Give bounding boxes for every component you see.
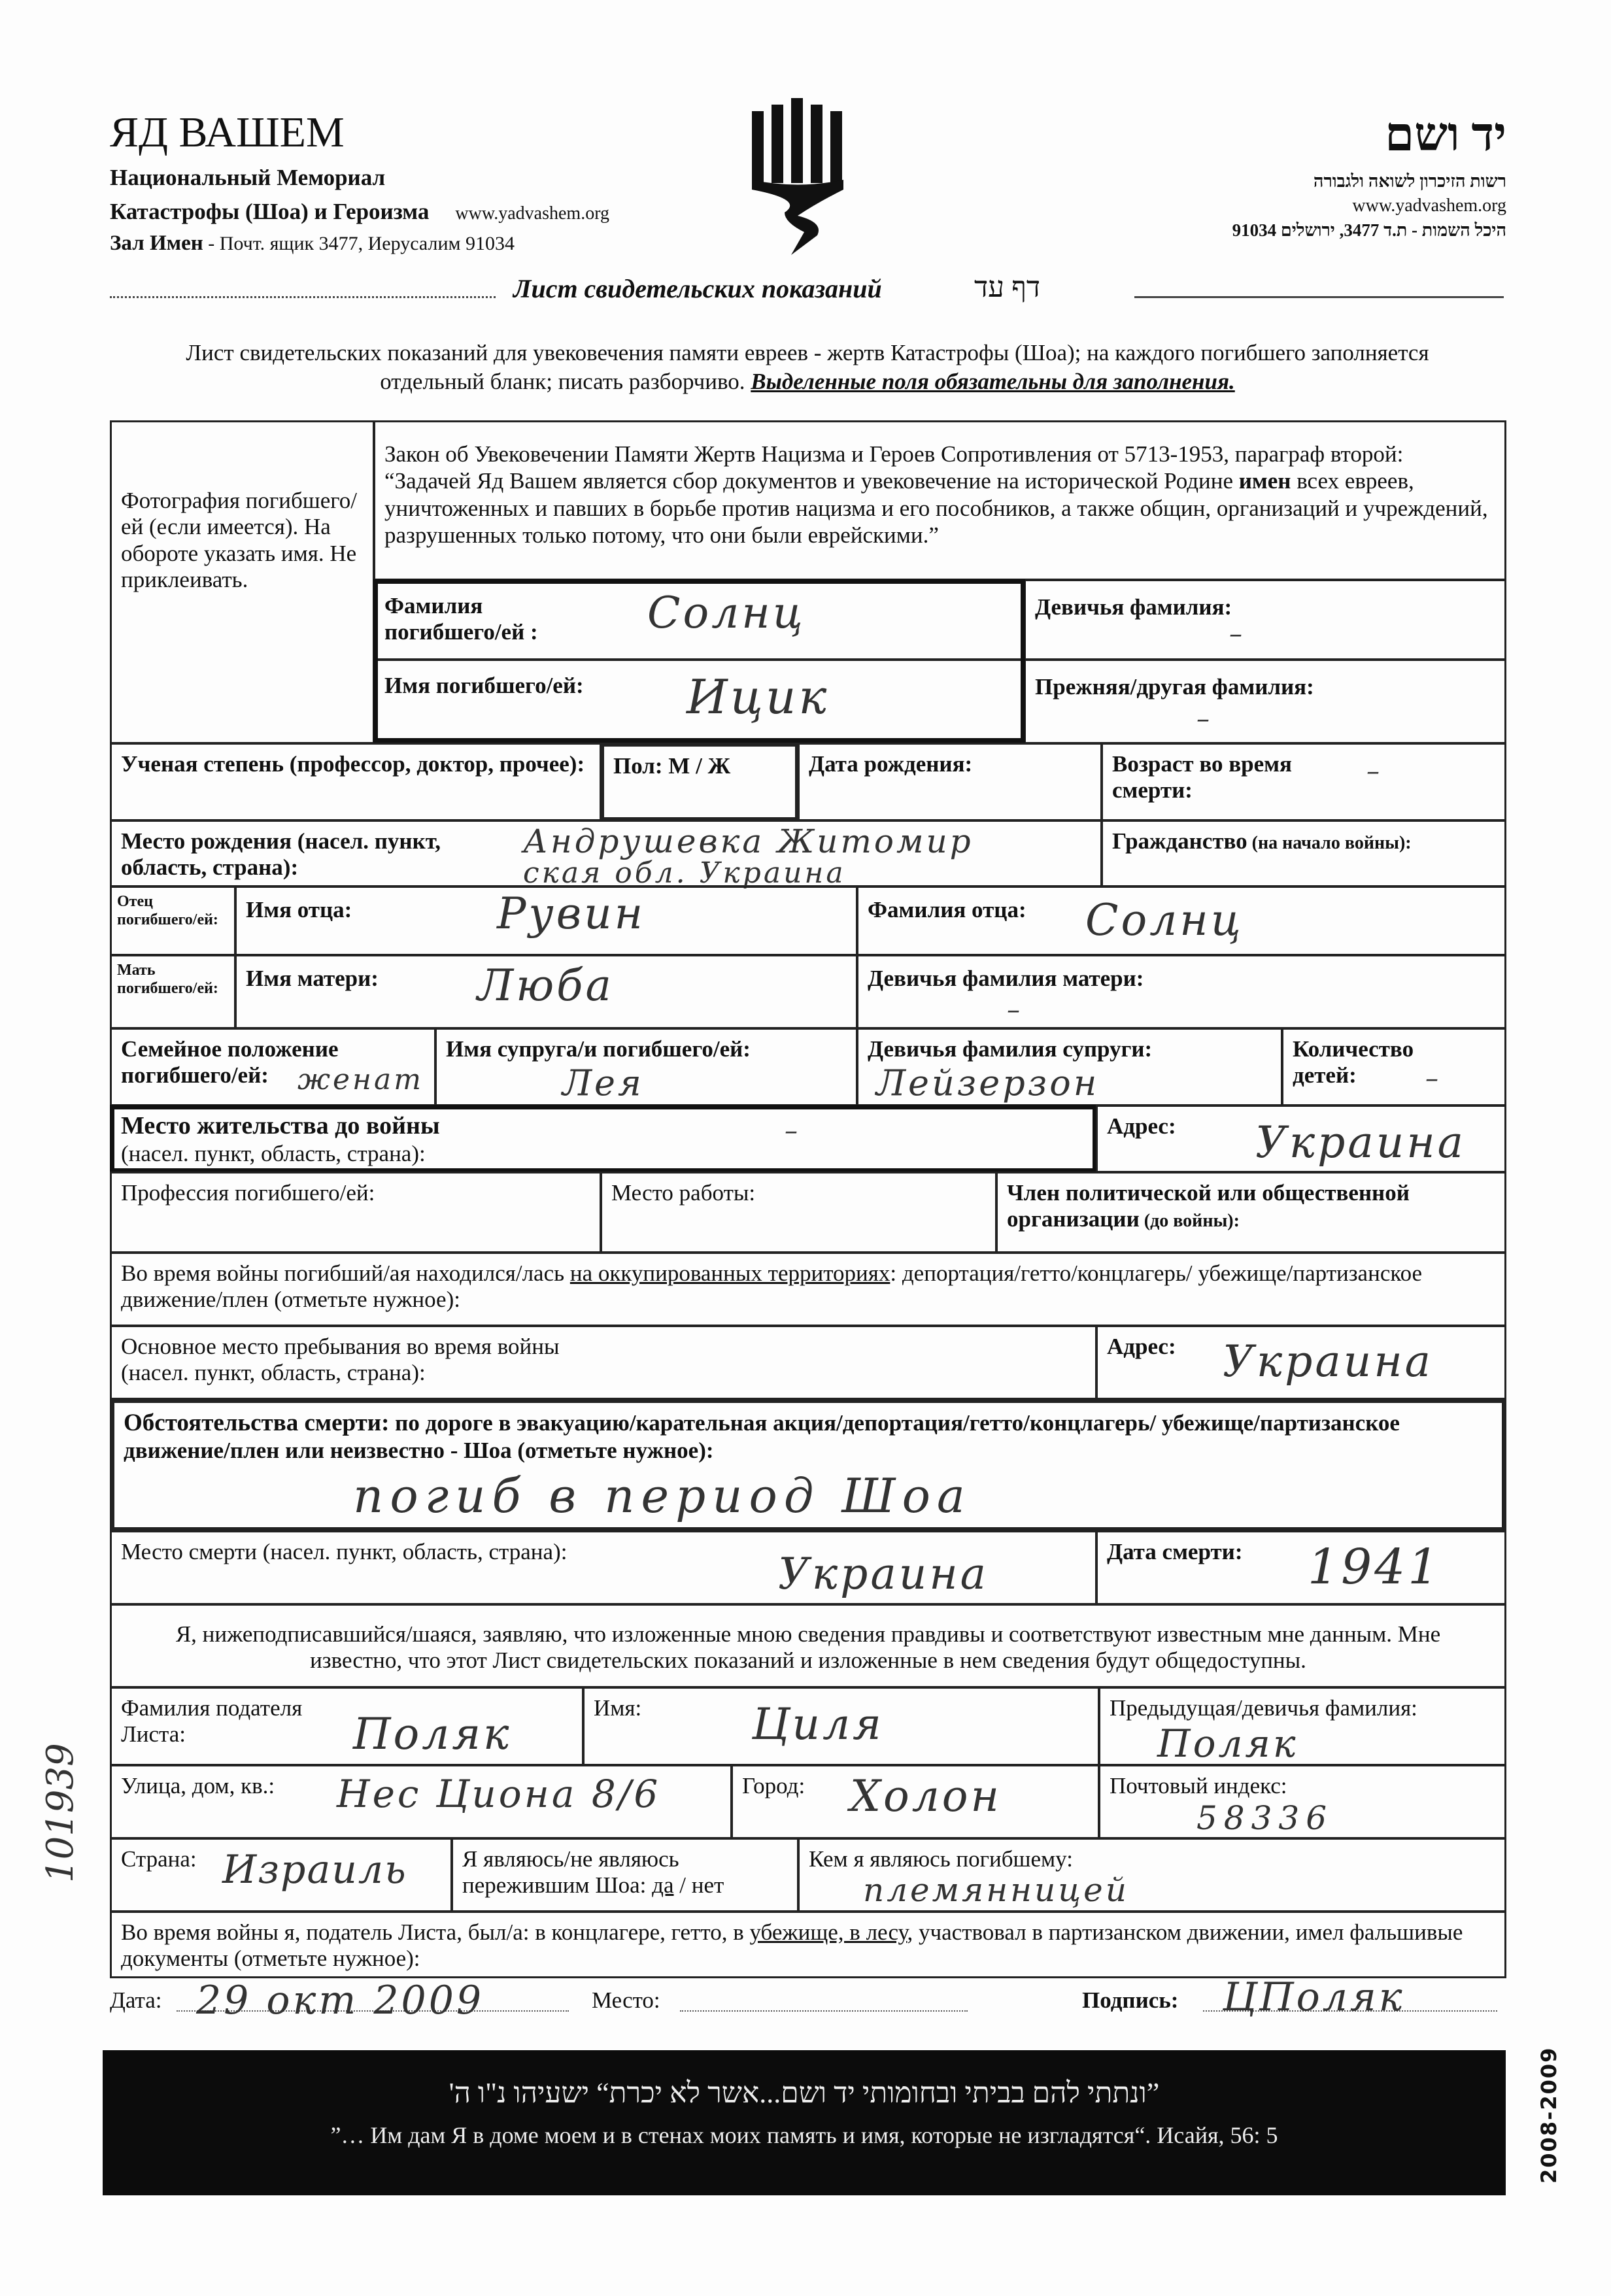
death-date-value: 1941: [1308, 1539, 1442, 1595]
children-count-value: –: [1425, 1064, 1441, 1094]
survivor-yes-marked[interactable]: да: [652, 1872, 674, 1899]
death-date-field[interactable]: Дата смерти:: [1096, 1530, 1506, 1605]
hall-of-names: Зал Имен: [110, 231, 203, 255]
marital-status-field[interactable]: Семейное положение погибшего/ей:: [110, 1028, 436, 1106]
date-label: Дата:: [110, 1987, 162, 2013]
submitter-name-field[interactable]: Имя:: [583, 1687, 1100, 1766]
signature-value[interactable]: ЦПоляк: [1223, 1974, 1405, 2020]
shelter-forest-marked: убежище, в лесу: [749, 1919, 907, 1945]
law-text: Закон об Увековечении Памяти Жертв Нацизма и Героев Сопротивления от 5713-1953, параграф второй: “Задачей Яд Вашем является сбор документов и увековечение на исторической Родине имен всех евреев, уничтоженных и павших в борьбе против нацизма и его пособников, а также общин, организаций и учреждений, разрушенных только потому, что они были еврейскими.”: [373, 420, 1506, 581]
submitter-prev-name-field[interactable]: Предыдущая/девичья фамилия:: [1098, 1687, 1506, 1766]
maiden-name-field[interactable]: Девичья фамилия:: [1024, 579, 1506, 660]
required-note: Выделенные поля обязательны для заполнения.: [751, 368, 1235, 394]
form-title-he: דף עד: [974, 271, 1041, 303]
submitter-war-field[interactable]: Во время войны я, податель Листа, был/а: в концлагере, гетто, в убежище, в лесу, участвовал в партизанском движении, имел фальшивые документы (отметьте нужное):: [110, 1911, 1506, 1978]
death-place-value: Украина: [778, 1549, 989, 1599]
title-rule-right: [1134, 296, 1504, 298]
city-field[interactable]: Город:: [731, 1764, 1100, 1839]
footer-quote-he: ”ונתתי להם בביתי ובחומותי יד ושם...אשר לא יכרת“ ישעיהו נ"ו ה': [449, 2077, 1160, 2109]
title-rule-left: [110, 296, 496, 298]
residence-address-field[interactable]: Адрес:: [1096, 1105, 1506, 1173]
mother-maiden-value: –: [1007, 995, 1023, 1025]
city-value: Холон: [850, 1771, 1002, 1821]
death-circumstances-value: погиб в период Шоа: [353, 1468, 972, 1523]
relation-field[interactable]: Кем я являюсь погибшему:: [798, 1838, 1506, 1912]
he-url: www.yadvashem.org: [1352, 195, 1506, 216]
date-value[interactable]: 29 окт 2009: [196, 1978, 484, 2023]
zip-code-value: 58336: [1196, 1799, 1334, 1837]
he-address: היכל השמות - ת.ד 3477, ירושלים 91034: [1232, 220, 1506, 240]
father-name-value: Рувин: [497, 888, 646, 939]
header-right: [1232, 111, 1506, 241]
place-label: Место:: [592, 1987, 660, 2013]
spouse-maiden-field[interactable]: Девичья фамилия супруги:: [856, 1028, 1283, 1106]
main-place-field[interactable]: Основное место пребывания во время войны (насел. пункт, область, страна):: [110, 1325, 1097, 1400]
during-war-field[interactable]: Во время войны погибший/ая находился/лась на оккупированных территориях: депортация/гетто/концлагерь/ убежище/партизанское движение/плен (отметьте нужное):: [110, 1252, 1506, 1326]
spouse-name-field[interactable]: Имя супруга/и погибшего/ей:: [435, 1028, 858, 1106]
mother-side-label: Мать погибшего/ей:: [110, 954, 236, 1029]
street-value: Нес Циона 8/6: [337, 1772, 661, 1816]
footer-quote-ru: ”… Им дам Я в доме моем и в стенах моих память и имя, которые не изгладятся“. Исайя, 56: 5: [330, 2122, 1278, 2148]
margin-number: 101939: [39, 1743, 82, 1883]
residence-value: –: [785, 1116, 800, 1146]
other-surname-value: –: [1196, 704, 1212, 734]
maiden-name-value: –: [1229, 619, 1245, 649]
org-name-ru: ЯД ВАШЕМ: [110, 109, 345, 156]
age-value: –: [1366, 756, 1382, 786]
signature-label: Подпись:: [1082, 1987, 1179, 2013]
residence-field[interactable]: Место жительства до войны (насел. пункт, область, страна):: [110, 1105, 1097, 1173]
relation-value: племянницей: [863, 1871, 1129, 1909]
yad-vashem-logo-icon: [745, 98, 863, 255]
surname-field[interactable]: Фамилия погибшего/ей :: [373, 579, 1025, 660]
form-title-ru: Лист свидетельских показаний: [513, 274, 882, 303]
photo-cell: Фотография погибшего/ей (если имеется). На обороте указать имя. Не приклеивать.: [110, 420, 375, 744]
father-name-field[interactable]: Имя отца:: [235, 886, 858, 956]
age-at-death-field[interactable]: Возраст во время смерти:: [1101, 743, 1506, 821]
surname-value: Солнц: [647, 588, 806, 638]
org-line1: Национальный Мемориал: [110, 165, 386, 190]
birth-place-value-1: Андрушевка Житомир: [523, 822, 974, 860]
mother-name-value: Люба: [477, 960, 614, 1011]
sex-field[interactable]: Пол: М / Ж: [600, 743, 799, 821]
children-count-field[interactable]: Количество детей:: [1281, 1028, 1506, 1106]
main-address-value: Украина: [1223, 1336, 1434, 1387]
spouse-maiden-value: Лейзерзон: [876, 1062, 1100, 1104]
workplace-field[interactable]: Место работы:: [600, 1172, 997, 1253]
form-year: 2008-2009: [1536, 2046, 1561, 2184]
birth-place-value-2: ская обл. Украина: [523, 856, 846, 890]
residence-address-value: Украина: [1255, 1117, 1467, 1168]
intro-text: Лист свидетельских показаний для увековечения памяти евреев - жертв Катастрофы (Шоа); на каждого погибшего заполняется отдельный бланк; писать разборчиво. Выделенные поля обязательны для заполнения.: [186, 340, 1429, 394]
country-value: Израиль: [222, 1847, 407, 1893]
address-ru: - Почт. ящик 3477, Иерусалим 91034: [203, 233, 515, 254]
occupied-territories-marked: на оккупированных территориях: [569, 1260, 890, 1286]
footer-band: [103, 2050, 1506, 2195]
place-line[interactable]: [680, 2010, 968, 2012]
header-left: [110, 111, 609, 256]
org-name-he: יד ושם: [1385, 109, 1506, 161]
citizenship-field[interactable]: Гражданство (на начало войны):: [1101, 820, 1506, 887]
political-member-field[interactable]: Член политической или общественной организации (до войны):: [996, 1172, 1506, 1253]
submitter-surname-field[interactable]: Фамилия подателя Листа:: [110, 1687, 584, 1766]
father-surname-value: Солнц: [1085, 895, 1244, 945]
other-surname-field[interactable]: Прежняя/другая фамилия:: [1024, 659, 1506, 744]
street-field[interactable]: Улица, дом, кв.:: [110, 1764, 732, 1839]
main-address-field[interactable]: Адрес:: [1096, 1325, 1506, 1400]
degree-field[interactable]: Ученая степень (профессор, доктор, прочее):: [110, 743, 602, 821]
submitter-name-value: Циля: [752, 1699, 884, 1749]
first-name-field[interactable]: Имя погибшего/ей:: [373, 659, 1025, 744]
birth-date-field[interactable]: Дата рождения:: [798, 743, 1102, 821]
death-place-field[interactable]: Место смерти (насел. пункт, область, страна):: [110, 1530, 1097, 1605]
marital-status-value: женат: [297, 1063, 424, 1096]
father-side-label: Отец погибшего/ей:: [110, 886, 236, 956]
zip-code-field[interactable]: Почтовый индекс:: [1098, 1764, 1506, 1839]
he-line1: רשות הזיכרון לשואה ולגבורה: [1313, 171, 1506, 191]
birth-place-field[interactable]: Место рождения (насел. пункт, область, страна):: [110, 820, 1102, 887]
submitter-surname-value: Поляк: [353, 1709, 512, 1759]
survivor-field[interactable]: Я являюсь/не являюсь пережившим Шоа: да / нет: [451, 1838, 799, 1912]
first-name-value: Ицик: [687, 669, 830, 724]
org-url: www.yadvashem.org: [455, 203, 610, 224]
profession-field[interactable]: Профессия погибшего/ей:: [110, 1172, 602, 1253]
death-circumstances-field[interactable]: Обстоятельства смерти: по дороге в эвакуацию/карательная акция/депортация/гетто/концлагерь/ убежище/партизанское движение/плен или неизвестно - Шоа (отметьте нужное):: [110, 1398, 1506, 1532]
mother-maiden-field[interactable]: Девичья фамилия матери:: [856, 954, 1506, 1029]
father-surname-field[interactable]: Фамилия отца:: [856, 886, 1506, 956]
submitter-prev-name-value: Поляк: [1157, 1721, 1298, 1766]
org-line2: Катастрофы (Шоа) и Героизма: [110, 199, 430, 224]
declaration-text: Я, нижеподписавшийся/шаяся, заявляю, что изложенные мною сведения правдивы и соответствуют известным мне данным. Мне известно, что этот Лист свидетельских показаний и изложенные в нем сведения будут общедоступны.: [110, 1604, 1506, 1688]
mother-name-field[interactable]: Имя матери:: [235, 954, 858, 1029]
country-field[interactable]: Страна:: [110, 1838, 452, 1912]
spouse-name-value: Лея: [562, 1062, 644, 1104]
